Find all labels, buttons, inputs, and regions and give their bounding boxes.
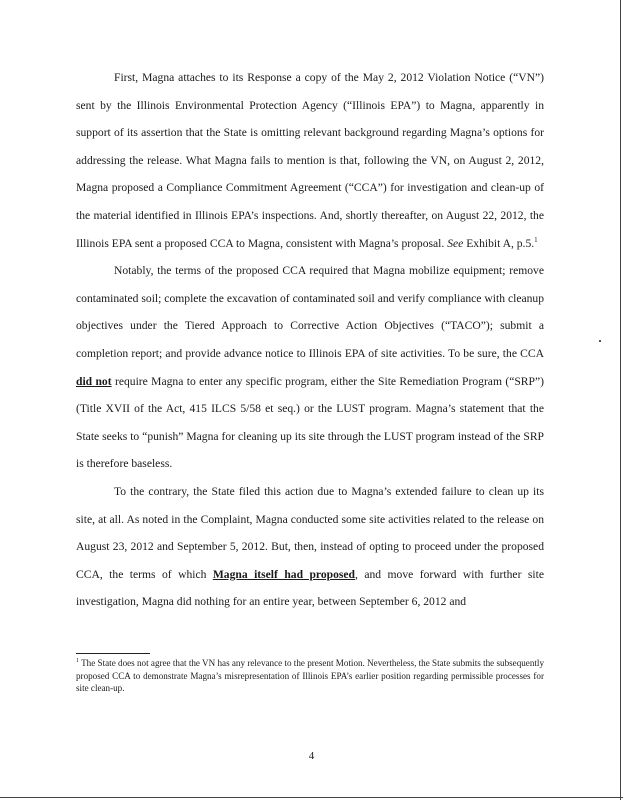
emphasis-magna-itself-had-proposed: Magna itself had proposed [212, 567, 355, 581]
paragraph-1-text: First, Magna attaches to its Response a copy of the May 2, 2012 Violation Notice (“VN”) sent by the Illinois Environmental Protection Agency (“Illinois EPA”) to Magna, apparently in support of its assertion that the State is omitting relevant background regarding Magna’s options for addressing the release. What Magna fails to mention is that, following the VN, on August 2, 2012, Magna proposed a Compliance Commitment Agreement (“CCA”) for investigation and clean-up of the material identified in Illinois EPA’s inspections. And, shortly thereafter, on August 22, 2012, the Illinois EPA sent a proposed CCA to Magna, consistent with Magna’s proposal. [76, 71, 544, 250]
scan-edge-right [620, 0, 621, 800]
footnote [76, 657, 544, 695]
footnote-reference: 1 [534, 235, 538, 244]
paragraph-2 [76, 257, 544, 478]
paragraph-3-before: To the contrary, the State filed this action due to Magna’s extended failure to clean up its site, at all. As noted in the Complaint, Magna conducted some site activities related to the release on August 23, 2012 and September 5, 2012. But, then, instead of opting to proceed under the proposed CCA, the terms of which [76, 484, 544, 581]
emphasis-did-not: did not [76, 374, 112, 388]
see-signal: See [447, 236, 464, 250]
footnote-mark: 1 [76, 657, 79, 664]
body-text [76, 64, 544, 616]
scan-edge-bottom [0, 797, 623, 798]
footnote-separator [76, 653, 150, 654]
footnote-text: The State does not agree that the VN has any relevance to the present Motion. Nevertheless, the State submits the subsequently proposed CCA to demonstrate Magna’s misrepresentation of Illinois EPA’s earlier position regarding permissible processes for site clean-up. [76, 658, 544, 694]
paragraph-2-before: Notably, the terms of the proposed CCA required that Magna mobilize equipment; remove contaminated soil; complete the excavation of contaminated soil and verify compliance with cleanup objectives under the Tiered Approach to Corrective Action Objectives (“TACO”); submit a completion report; and provide advance notice to Illinois EPA of site activities. To be sure, the CCA [76, 264, 544, 360]
exhibit-reference: Exhibit A, p.5. [463, 236, 535, 250]
paragraph-3 [76, 478, 544, 616]
scan-speck [599, 340, 601, 342]
page-number: 4 [308, 750, 315, 762]
paragraph-1 [76, 64, 544, 257]
paragraph-3-after: , and move forward with further site investigation, Magna did nothing for an entire year, between September 6, 2012 and [76, 567, 544, 609]
paragraph-2-after: require Magna to enter any specific program, either the Site Remediation Program (“SRP”) (Title XVII of the Act, 415 ILCS 5/58 et seq.) or the LUST program. Magna’s statement that the State seeks to “punish” Magna for cleaning up its site through the LUST program instead of the SRP is therefore baseless. [76, 374, 544, 471]
